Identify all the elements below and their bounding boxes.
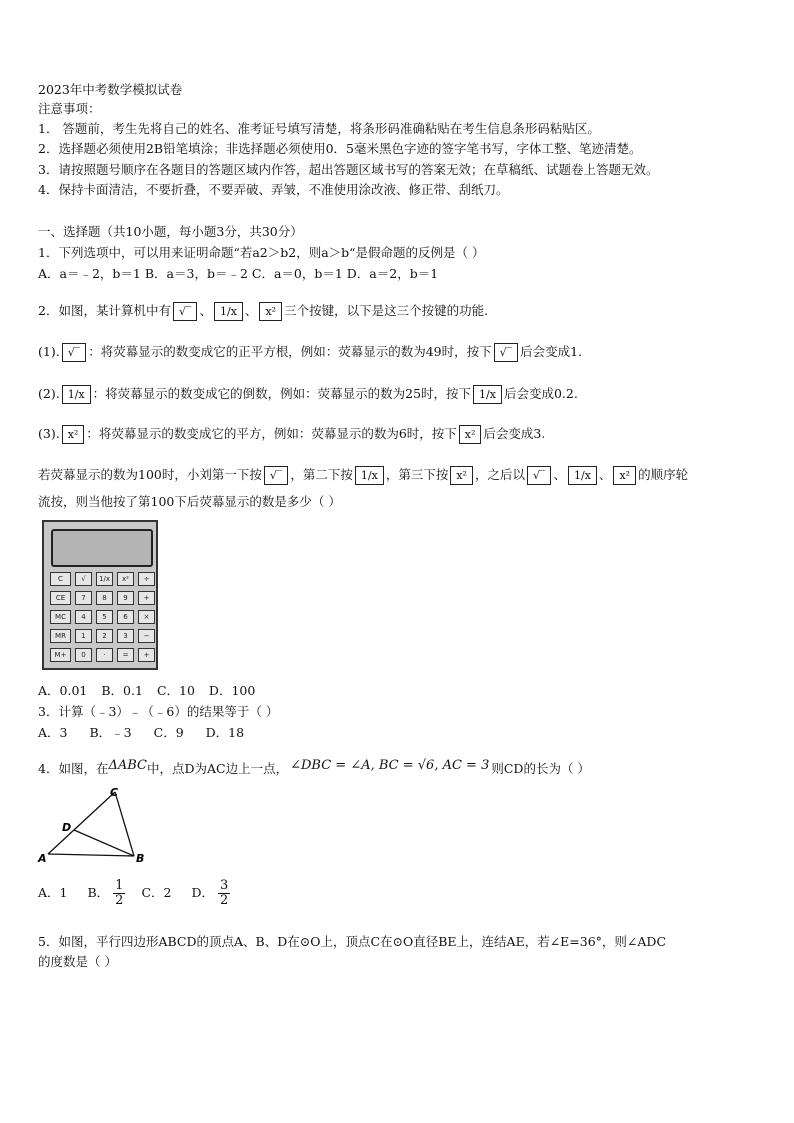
notice-item: 3．请按照题号顺序在各题目的答题区域内作答，超出答题区域书写的答案无效；在草稿纸、试题卷上答题无效。 <box>38 162 659 177</box>
calculator-key: 8 <box>96 591 113 605</box>
square-key-icon: x² <box>62 425 85 444</box>
segment-db <box>74 830 134 856</box>
calculator-key: √ <box>75 572 92 586</box>
option-c: C．2 <box>141 885 172 900</box>
q2-stem <box>38 302 488 321</box>
item-text: 后会变成3. <box>483 426 546 441</box>
calculator-key: 7 <box>75 591 92 605</box>
item-number: (3). <box>38 426 60 441</box>
item-text: 后会变成1. <box>520 344 583 359</box>
item-text: ：将荧幕显示的数变成它的正平方根，例如：荧幕显示的数为49时，按下 <box>88 344 492 359</box>
separator: 、 <box>244 303 258 318</box>
option-a: A．1 <box>38 885 68 900</box>
calculator-key: + <box>138 648 155 662</box>
calculator-key: 4 <box>75 610 92 624</box>
q3-stem: 3．计算（﹣3）﹣（﹣6）的结果等于（ ） <box>38 704 279 719</box>
para-text: 的顺序轮 <box>638 467 689 482</box>
q2-paragraph-line2: 流按，则当他按了第100下后荧幕显示的数是多少（ ） <box>38 494 341 509</box>
notice-title: 注意事项： <box>38 101 101 116</box>
q5-stem: 5．如图，平行四边形ABCD的顶点A、B、D在⊙O上，顶点C在⊙O直径BE上，连结AE，若∠E=36°，则∠ADC <box>38 934 667 949</box>
q2-options <box>38 683 269 699</box>
item-number: (1). <box>38 344 60 359</box>
triangle-figure <box>36 784 156 866</box>
calculator-key: 3 <box>117 629 134 643</box>
para-text: 、 <box>598 467 612 482</box>
para-text: ，第二下按 <box>290 467 353 482</box>
calculator-key: 6 <box>117 610 134 624</box>
option-d: D．18 <box>205 725 245 740</box>
q2-stem-text: 三个按键，以下是这三个按键的功能. <box>284 303 489 318</box>
calculator-figure <box>42 520 158 670</box>
item-text: ：将荧幕显示的数变成它的平方，例如：荧幕显示的数为6时，按下 <box>86 426 457 441</box>
calculator-key: × <box>138 610 155 624</box>
section-heading: 一、选择题（共10小题，每小题3分，共30分） <box>38 224 303 239</box>
q4-options <box>38 878 234 908</box>
sqrt-key-icon: √‾ <box>527 466 552 485</box>
option-c: C．9 <box>153 725 184 740</box>
option-b-label: B． <box>87 885 110 900</box>
side-ab <box>48 854 134 856</box>
label-a: A <box>38 852 47 865</box>
square-key-icon: x² <box>613 466 636 485</box>
q1-options: A．a＝﹣2，b＝1 B．a＝3，b＝﹣2 C．a＝0，b＝1 D．a＝2，b＝1 <box>38 266 439 281</box>
square-key-icon: x² <box>259 302 282 321</box>
numerator: 3 <box>220 878 229 893</box>
stem-text: 则CD的长为（ ） <box>491 761 590 776</box>
para-text: 若荧幕显示的数为100时，小刘第一下按 <box>38 467 262 482</box>
calculator-key: · <box>96 648 113 662</box>
option-d-label: D． <box>191 885 215 900</box>
stem-text: 4．如图，在 <box>38 761 109 776</box>
square-key-icon: x² <box>450 466 473 485</box>
calculator-screen <box>51 529 153 567</box>
q2-item-1 <box>38 343 582 362</box>
calculator-key: 9 <box>117 591 134 605</box>
calculator-key: ÷ <box>138 572 155 586</box>
calculator-key: 1/x <box>96 572 113 586</box>
q1-stem: 1．下列选项中，可以用来证明命题“若a2＞b2，则a＞b“是假命题的反例是（ ） <box>38 245 485 260</box>
label-b: B <box>136 852 145 865</box>
calculator-key: − <box>138 629 155 643</box>
q4-stem <box>38 758 590 778</box>
q2-item-3 <box>38 425 545 444</box>
calculator-key: CE <box>50 591 71 605</box>
q2-item-2 <box>38 385 578 404</box>
triangle-symbol: ΔABC <box>108 758 147 773</box>
denominator: 2 <box>115 893 124 908</box>
calculator-key: M+ <box>50 648 71 662</box>
sqrt-key-icon: √‾ <box>494 343 519 362</box>
calculator-key: 2 <box>96 629 113 643</box>
item-text: 后会变成0.2. <box>503 386 578 401</box>
option-a: A．3 <box>38 725 68 740</box>
side-cb <box>115 792 134 856</box>
notice-item: 2．选择题必须使用2B铅笔填涂；非选择题必须使用0．5毫米黑色字迹的签字笔书写，字体工整、笔迹清楚。 <box>38 141 642 156</box>
calculator-key: x² <box>117 572 134 586</box>
reciprocal-key-icon: 1/x <box>62 385 91 404</box>
notice-item: 1． 答题前，考生先将自己的姓名、准考证号填写清楚，将条形码准确粘贴在考生信息条形码粘贴区。 <box>38 121 600 136</box>
notice-item: 4．保持卡面清洁，不要折叠，不要弄破、弄皱，不准使用涂改液、修正带、刮纸刀。 <box>38 182 509 197</box>
option-b: B．﹣3 <box>89 725 132 740</box>
reciprocal-key-icon: 1/x <box>355 466 384 485</box>
reciprocal-key-icon: 1/x <box>473 385 502 404</box>
numerator: 1 <box>115 878 124 893</box>
option-a: A．0.01 <box>38 683 88 698</box>
item-number: (2). <box>38 386 60 401</box>
calculator-key: 0 <box>75 648 92 662</box>
q2-paragraph <box>38 466 688 485</box>
q5-stem-line2: 的度数是（ ） <box>38 954 117 969</box>
label-d: D <box>62 821 72 834</box>
fraction-three-halves <box>218 879 230 908</box>
calculator-keypad <box>50 572 154 666</box>
option-c: C．10 <box>156 683 195 698</box>
square-key-icon: x² <box>459 425 482 444</box>
reciprocal-key-icon: 1/x <box>214 302 243 321</box>
para-text: ，之后以 <box>474 467 525 482</box>
separator: 、 <box>199 303 212 318</box>
exam-title: 2023年中考数学模拟试卷 <box>38 82 183 97</box>
calculator-key: + <box>138 591 155 605</box>
reciprocal-key-icon: 1/x <box>568 466 597 485</box>
calculator-key: MC <box>50 610 71 624</box>
para-text: ，第三下按 <box>385 467 449 482</box>
condition-formula: ∠DBC = ∠A, BC = √6, AC = 3 <box>290 758 490 773</box>
sqrt-key-icon: √‾ <box>264 466 289 485</box>
sqrt-key-icon: √‾ <box>62 343 87 362</box>
label-c: C <box>110 786 119 799</box>
option-b: B．0.1 <box>101 683 143 698</box>
stem-text: 中，点D为AC边上一点， <box>146 761 289 776</box>
item-text: ：将荧幕显示的数变成它的倒数，例如：荧幕显示的数为25时，按下 <box>92 386 472 401</box>
denominator: 2 <box>220 893 229 908</box>
fraction-one-half <box>113 879 125 908</box>
calculator-key: MR <box>50 629 71 643</box>
side-ac <box>48 792 115 854</box>
calculator-key: 1 <box>75 629 92 643</box>
q2-stem-text: 2．如图，某计算机中有 <box>38 303 171 318</box>
sqrt-key-icon: √‾ <box>173 302 198 321</box>
calculator-key: C <box>50 572 71 586</box>
option-d: D．100 <box>208 683 256 698</box>
para-text: 、 <box>553 467 566 482</box>
calculator-key: 5 <box>96 610 113 624</box>
q3-options <box>38 725 258 741</box>
calculator-key: = <box>117 648 134 662</box>
